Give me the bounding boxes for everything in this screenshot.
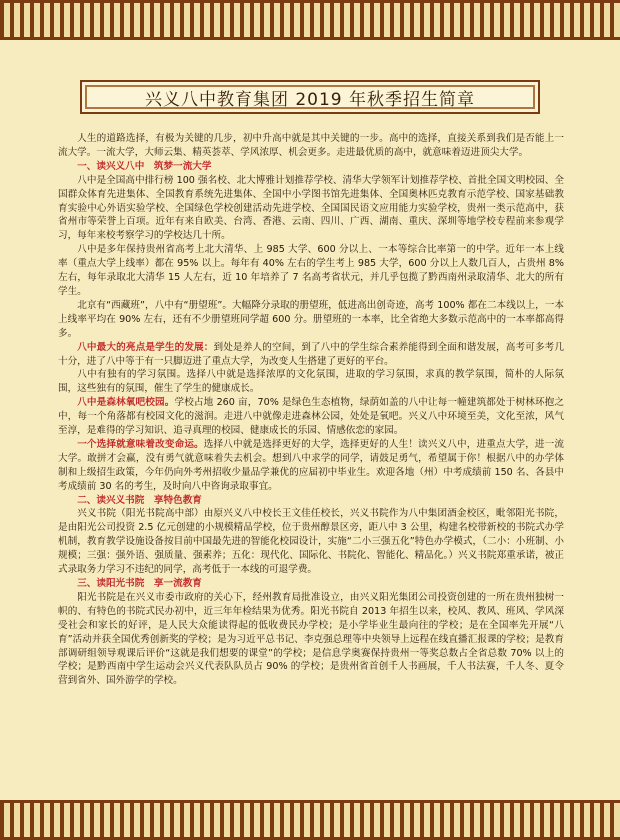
section-1-heading: 一、读兴义八中 筑梦一流大学 [77,160,212,172]
highlight-change-destiny: 一个选择就意味着改变命运。 [77,438,204,450]
section-1-paragraph-7 [58,438,564,494]
section-1-paragraph-4 [58,341,564,369]
section-2-heading: 二、读兴义书院 享特色教育 [77,494,202,506]
section-3-heading: 三、读阳光书院 享一流教育 [77,578,202,589]
section-2-paragraph-1: 兴义书院（阳光书院高中部）由原兴义八中校长王文佳任校长，兴义书院作为八中集团酒金校区，毗邻阳光书院，是由阳光公司投资 2.5 亿元创建的小规模精品学校，位于贵州醇景区旁，距八中 3 公里，构建名校带新校的书院式办学机制，教育教学设施设备按目前中国最先进的智能化校园设计，实施“二小三强五化”特色办学模式，（二小：小班制、小规模；三强：强外语、强质量、强素养；五化：现代化、国际化、书院化、智能化、精品化。）兴义书院郑重承诺，被正式录取务力学习不违纪的同学，高考低于一本线的可退学费。 [58,508,564,576]
document-body [58,132,564,780]
section-1-paragraph-5: 八中有独有的学习氛围。选择八中就是选择浓厚的文化氛围，进取的学习氛围，求真的教学氛围，简朴的人际氛围，这些独有的氛围，催生了学生的健康成长。 [58,369,564,395]
page-title: 兴义八中教育集团 2019 年秋季招生简章 [80,80,540,114]
decorative-border-top [0,0,620,40]
paragraph-text: 到处是养人的空间，到了八中的学生综合素养能得到全面和谐发展，高考可多考几十分，进了八中等于有一只脚迈进了重点大学，为改变人生搭建了更好的平台。 [58,341,564,367]
highlight-forest-campus: 八中是森林氧吧校园。 [77,397,175,409]
paragraph-text: 选择八中就是选择更好的大学，选择更好的人生！读兴义八中，进重点大学，进一流大学。敢拼才会赢，没有勇气就意味着失去机会。想到八中求学的同学，请鼓足勇气，希望属于你！根据八中的办学体制和上级招生政策，今年仍向外考州招收少量品学兼优的应届初中毕业生。欢迎各地（州）中考成绩前 150 名、各县中考成绩前 30 名的考生，及时向八中咨询录取事宜。 [58,438,564,492]
paragraph-text: 学校占地 260 亩，70% 是绿色生态植物，绿荫如盖的八中让每一幢建筑都处于树林环抱之中，每一个角落都有校园文化的滋润。走进八中就像走进森林公园，处处是氧吧。兴义八中环境至美，文化至浓，风气至淳，是难得的学习知识、追寻真理的校园、健康成长的乐园、情感依恋的家园。 [58,397,564,437]
section-1-paragraph-6 [58,396,564,438]
highlight-student-development: 八中最大的亮点是学生的发展： [77,341,214,353]
intro-paragraph: 人生的道路选择，有极为关键的几步，初中升高中就是其中关键的一步。高中的选择，直接关系到我们是否能上一流大学。一流大学，大师云集、精英荟萃、学风浓厚、机会更多。走进最优质的高中，就意味着迈进顶尖大学。 [58,133,564,158]
decorative-border-bottom [0,800,620,840]
section-3-paragraph-1: 阳光书院是在兴义市委市政府的关心下，经州教育局批准设立，由兴义阳光集团公司投资创建的一所在贵州独树一帜的、有特色的书院式民办初中，近三年年检结果为优秀。阳光书院自 2013 年招生以来，校风、教风、班风、学风深受社会和家长的好评，是人民大众能读得起的低收费民办学校；是小学毕业生最向往的学校；是在全国率先开展“八育”活动并获全国优秀创新奖的学校；是为习近平总书记、李克强总理等中央领导上远程在线直播汇报课的学校；是教育部调研组领导观课后评价“这就是我们想要的课堂”的学校；是信息学奥赛保持贵州一等奖总数占全省总数 70% 以上的学校；是黔西南中学生运动会兴义代表队队员占 90% 的学校；是贵州省首创千人书画展，千人书法赛，千人冬、夏令营到省外、国外游学的学校。 [58,591,564,687]
section-1-paragraph-2: 八中是多年保持贵州省高考上北大清华、上 985 大学、600 分以上、一本等综合比率第一的中学。近年一本上线率（重点大学上线率）都在 95% 以上。每年有 40% 左右的学生考上 985 大学，600 分以上人数几百人，占贵州 8% 左右，每年录取北大清华 15 人左右，近 10 年培养了 7 名高考省状元，并几乎包揽了黔西南州录取清华、北大的所有学生。 [58,244,564,297]
section-1-paragraph-3: 北京有“西藏班”，八中有“册望班”。大幅降分录取的册望班，低进高出创奇迹，高考 100% 都在二本线以上，一本上线率平均在 90% 左右，还有不少册望班同学超 600 分。册望班的一本率，比全省绝大多数示范高中的一本率都高得多。 [58,299,564,339]
section-1-paragraph-1: 八中是全国高中排行榜 100 强名校、北大博雅计划推荐学校、清华大学领军计划推荐学校、首批全国文明校园、全国群众体育先进集体、全国教育系统先进集体、全国中小学图书馆先进集体、全国奥林匹克教育示范学校、国家基础教育实验中心外语实验学校、全国绿色学校创建活动先进学校、全国国民语文应用能力实验学校，贵州一类示范高中，获省州市等荣誉上百项。近年有来自欧美、台湾、香港、云南、四川、广西、湖南、重庆、深圳等地学校专程前来参观学习，每年来校考察学习的学校达几十所。 [58,174,564,242]
